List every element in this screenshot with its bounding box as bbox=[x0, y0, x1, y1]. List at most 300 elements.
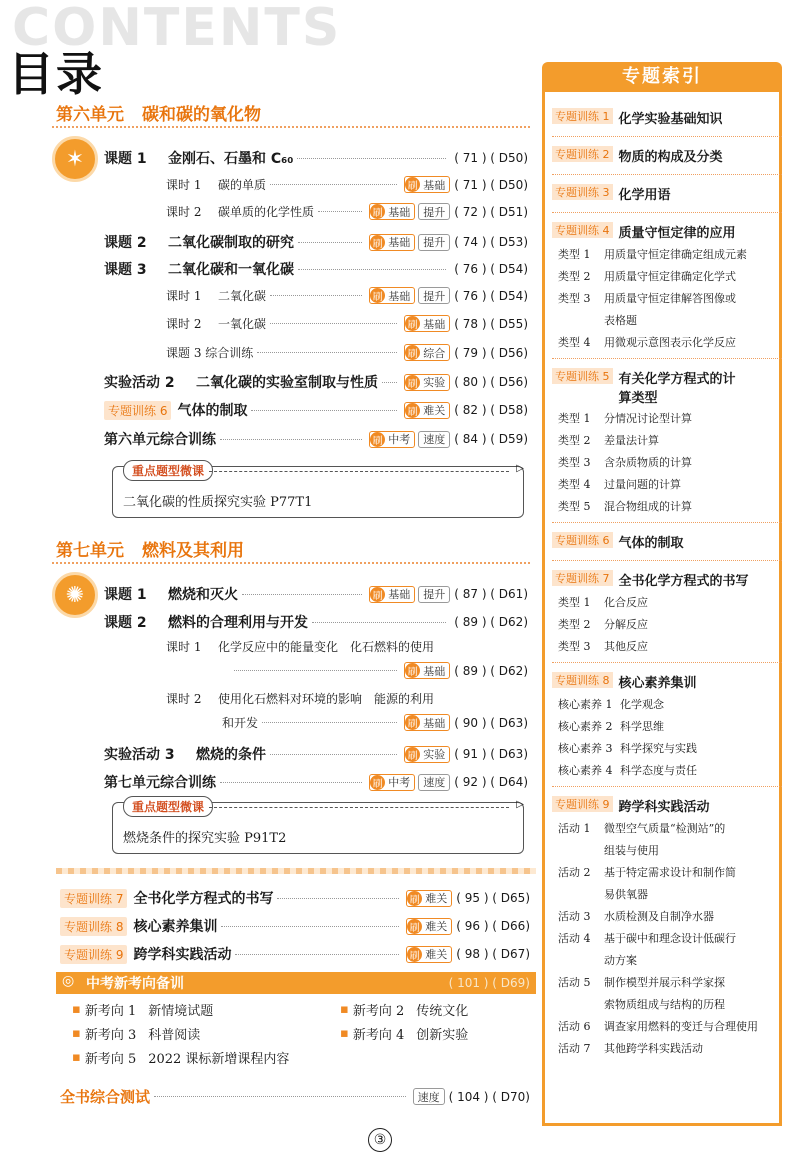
leader-dots bbox=[382, 382, 397, 383]
page-number: ③ bbox=[368, 1128, 392, 1152]
level-tag: 刷 基础 bbox=[369, 203, 415, 220]
index-item[interactable] bbox=[552, 108, 778, 127]
special-tag: 专题训练 7 bbox=[60, 889, 127, 908]
toc-row[interactable] bbox=[166, 287, 528, 304]
trend-key: 新考向 1 bbox=[84, 1004, 137, 1019]
sub-key bbox=[558, 842, 604, 858]
level-tag: 刷 基础 bbox=[404, 714, 450, 731]
toc-row[interactable] bbox=[166, 176, 528, 193]
leader-dots bbox=[234, 670, 397, 671]
shua-icon: 刷 bbox=[405, 663, 420, 678]
row-label: 课时 2 bbox=[166, 205, 202, 219]
index-sub-item bbox=[558, 1040, 778, 1056]
index-item[interactable] bbox=[552, 222, 778, 241]
leader-dots bbox=[251, 410, 397, 411]
index-name: 有关化学方程式的计 bbox=[618, 372, 736, 387]
row-name: 燃烧和灭火 bbox=[168, 587, 238, 603]
special-tag: 专题训练 1 bbox=[552, 108, 613, 124]
row-name: 二氧化碳的实验室制取与性质 bbox=[196, 375, 378, 391]
sub-key: 活动 6 bbox=[558, 1020, 591, 1033]
sub-value: 科学态度与责任 bbox=[620, 764, 697, 777]
page-ref: ( 101 ) ( D69) bbox=[448, 976, 530, 990]
sub-value: 差量法计算 bbox=[604, 434, 659, 447]
trend-key: 新考向 3 bbox=[84, 1028, 137, 1043]
background-word: CONTENTS bbox=[12, 0, 342, 58]
sub-value: 分解反应 bbox=[604, 618, 648, 631]
index-sub-item bbox=[558, 410, 778, 426]
page-ref: ( 87 ) ( D61) bbox=[454, 587, 528, 601]
leader-dots bbox=[270, 295, 362, 296]
leader-dots bbox=[298, 242, 362, 243]
bullet-icon: ▪ bbox=[72, 1026, 81, 1041]
sub-value: 组装与使用 bbox=[604, 844, 659, 857]
index-divider bbox=[552, 136, 782, 137]
target-icon: ◎ bbox=[62, 973, 75, 989]
index-sub-item bbox=[558, 290, 778, 306]
unit-heading bbox=[52, 98, 530, 128]
toc-row[interactable] bbox=[166, 344, 528, 361]
sub-key bbox=[558, 312, 604, 328]
row-name: 二氧化碳制取的研究 bbox=[168, 235, 294, 251]
sub-key: 活动 7 bbox=[558, 1042, 591, 1055]
leader-dots bbox=[235, 954, 399, 955]
level-tag: 刷 基础 bbox=[404, 315, 450, 332]
index-sub-item bbox=[558, 842, 778, 858]
unit-heading bbox=[52, 534, 530, 564]
index-sub-item bbox=[558, 312, 778, 328]
page-ref: ( 89 ) ( D62) bbox=[454, 615, 528, 629]
sub-key: 类型 3 bbox=[558, 292, 591, 305]
sub-value: 制作模型并展示科学家探 bbox=[604, 976, 725, 989]
row-name: 使用化石燃料对环境的影响 能源的利用 bbox=[218, 692, 435, 706]
index-item[interactable] bbox=[552, 796, 778, 815]
sub-value: 混合物组成的计算 bbox=[604, 500, 692, 513]
index-name: 全书化学方程式的书写 bbox=[618, 574, 749, 589]
index-divider bbox=[552, 662, 782, 663]
toc-row[interactable] bbox=[60, 916, 530, 936]
page-ref: ( 71 ) ( D50) bbox=[454, 151, 528, 165]
row-name: 全书化学方程式的书写 bbox=[133, 891, 274, 907]
level-tag: 刷 难关 bbox=[404, 402, 450, 419]
level-tag: 提升 bbox=[418, 234, 450, 251]
trend-key: 新考向 4 bbox=[352, 1028, 405, 1043]
row-name: 气体的制取 bbox=[177, 403, 248, 419]
index-sub-item bbox=[558, 498, 778, 514]
leader-dots bbox=[312, 622, 446, 623]
sub-value: 表格题 bbox=[604, 314, 637, 327]
dashed-line bbox=[209, 807, 509, 808]
shua-icon: 刷 bbox=[370, 288, 385, 303]
level-tag: 刷 基础 bbox=[404, 176, 450, 193]
toc-row[interactable] bbox=[60, 1086, 530, 1107]
level-tag: 速度 bbox=[413, 1088, 445, 1105]
page-title: 目录 bbox=[8, 47, 104, 101]
row-label: 实验活动 2 bbox=[104, 375, 175, 391]
index-sub-item bbox=[558, 476, 778, 492]
row-label: 课题 2 bbox=[104, 615, 147, 631]
row-name: 核心素养集训 bbox=[133, 919, 218, 935]
row-label: 课题 3 bbox=[104, 262, 147, 278]
index-name-wrap bbox=[619, 570, 749, 589]
shua-icon: 刷 bbox=[405, 403, 420, 418]
leader-dots bbox=[270, 184, 397, 185]
toc-row[interactable] bbox=[166, 714, 528, 731]
leader-dots bbox=[242, 594, 362, 595]
index-sub-item bbox=[558, 762, 778, 778]
micro-lesson-heading: 重点题型微课 bbox=[123, 460, 213, 481]
bullet-icon: ▪ bbox=[340, 1026, 349, 1041]
page-ref: ( 78 ) ( D55) bbox=[454, 316, 528, 331]
exam-section-title: 中考新考向备训 bbox=[86, 976, 184, 992]
sub-value: 调查家用燃料的变迁与合理使用 bbox=[604, 1020, 758, 1033]
arrow-icon: ▷ bbox=[516, 463, 524, 474]
index-name: 气体的制取 bbox=[618, 536, 684, 551]
sub-value: 科学思维 bbox=[620, 720, 664, 733]
shua-icon: 刷 bbox=[407, 919, 422, 934]
page-ref: ( 91 ) ( D63) bbox=[454, 747, 528, 761]
row-name: 化学反应中的能量变化 化石燃料的使用 bbox=[218, 640, 435, 654]
level-tag: 刷 基础 bbox=[404, 662, 450, 679]
special-tag: 专题训练 9 bbox=[552, 796, 613, 812]
unit-number: 第六单元 bbox=[56, 104, 124, 125]
page-ref: ( 89 ) ( D62) bbox=[454, 663, 528, 678]
page-ref: ( 82 ) ( D58) bbox=[454, 403, 528, 417]
toc-row[interactable] bbox=[60, 888, 530, 908]
index-sub-item bbox=[558, 638, 778, 654]
index-sub-item bbox=[558, 696, 778, 712]
index-sub-item bbox=[558, 996, 778, 1012]
leader-dots bbox=[270, 323, 397, 324]
index-name-wrap bbox=[619, 146, 723, 165]
micro-lesson-heading: 重点题型微课 bbox=[123, 796, 213, 817]
level-tag: 刷 综合 bbox=[404, 344, 450, 361]
page-ref: ( 80 ) ( D56) bbox=[454, 375, 528, 389]
row-name: 和开发 bbox=[222, 716, 259, 730]
special-tag: 专题训练 3 bbox=[552, 184, 613, 200]
leader-dots bbox=[270, 754, 397, 755]
row-name: 燃料的合理利用与开发 bbox=[168, 615, 308, 631]
level-tag: 刷 实验 bbox=[404, 746, 450, 763]
sub-key: 活动 1 bbox=[558, 822, 591, 835]
bullet-icon: ▪ bbox=[340, 1002, 349, 1017]
shua-icon: 刷 bbox=[370, 432, 385, 447]
index-sub-item bbox=[558, 432, 778, 448]
index-sub-item bbox=[558, 952, 778, 968]
sub-value: 化合反应 bbox=[604, 596, 648, 609]
sub-value: 易供氧器 bbox=[604, 888, 648, 901]
index-name-wrap bbox=[619, 672, 697, 691]
sub-key: 活动 2 bbox=[558, 866, 591, 879]
special-tag: 专题训练 6 bbox=[552, 532, 613, 548]
micro-lesson-text: 二氧化碳的性质探究实验 P77T1 bbox=[123, 495, 313, 510]
exam-trend-item[interactable] bbox=[340, 1024, 468, 1043]
level-tag: 刷 实验 bbox=[404, 374, 450, 391]
row-name: 全书综合测试 bbox=[60, 1088, 151, 1106]
row-label: 课时 2 bbox=[166, 317, 202, 331]
row-name: 金刚石、石墨和 C₆₀ bbox=[168, 151, 294, 167]
index-sub-item bbox=[558, 616, 778, 632]
toc-row[interactable] bbox=[104, 772, 528, 792]
special-tag: 专题训练 7 bbox=[552, 570, 613, 586]
toc-row[interactable] bbox=[104, 612, 528, 632]
exam-trend-item[interactable] bbox=[72, 1024, 200, 1043]
toc-row[interactable] bbox=[104, 744, 528, 764]
page-ref: ( 76 ) ( D54) bbox=[454, 262, 528, 276]
index-title: 专题索引 bbox=[542, 62, 782, 92]
shua-icon: 刷 bbox=[407, 891, 422, 906]
index-divider bbox=[552, 358, 782, 359]
level-tag: 刷 中考 bbox=[369, 431, 415, 448]
leader-dots bbox=[298, 269, 446, 270]
trend-value: 2022 课标新增课程内容 bbox=[148, 1052, 290, 1067]
special-tag: 专题训练 8 bbox=[60, 917, 127, 936]
toc-row[interactable] bbox=[166, 638, 528, 655]
row-label: 课时 2 bbox=[166, 692, 202, 706]
toc-row[interactable] bbox=[60, 944, 530, 964]
sub-value: 其他跨学科实践活动 bbox=[604, 1042, 703, 1055]
sub-value: 用质量守恒定律解答图像或 bbox=[604, 292, 736, 305]
level-tag: 刷 难关 bbox=[406, 918, 452, 935]
level-tag: 提升 bbox=[418, 203, 450, 220]
index-sub-item bbox=[558, 268, 778, 284]
sub-key: 活动 4 bbox=[558, 932, 591, 945]
sub-key: 活动 3 bbox=[558, 910, 591, 923]
micro-lesson-box[interactable] bbox=[112, 463, 524, 518]
index-name-wrap bbox=[619, 222, 736, 241]
row-name: 一氧化碳 bbox=[218, 317, 267, 331]
page-ref: ( 84 ) ( D59) bbox=[454, 432, 528, 446]
special-tag: 专题训练 5 bbox=[552, 368, 613, 384]
shua-icon: 刷 bbox=[405, 747, 420, 762]
page-ref: ( 90 ) ( D63) bbox=[454, 715, 528, 730]
sub-value: 水质检测及自制净水器 bbox=[604, 910, 714, 923]
dashed-line bbox=[209, 471, 509, 472]
shua-icon: 刷 bbox=[370, 204, 385, 219]
page-ref: ( 95 ) ( D65) bbox=[456, 891, 530, 905]
row-label: 实验活动 3 bbox=[104, 747, 175, 763]
page-ref: ( 98 ) ( D67) bbox=[456, 947, 530, 961]
page-ref: ( 79 ) ( D56) bbox=[454, 345, 528, 360]
row-name: 燃烧的条件 bbox=[196, 747, 266, 763]
sub-key: 类型 2 bbox=[558, 434, 591, 447]
index-sub-item bbox=[558, 820, 778, 836]
shua-icon: 刷 bbox=[370, 235, 385, 250]
telescope-icon: ✶ bbox=[52, 136, 98, 182]
row-label: 课时 1 bbox=[166, 640, 202, 654]
sub-key: 核心素养 4 bbox=[558, 764, 613, 777]
row-label: 课题 1 bbox=[104, 587, 147, 603]
index-sub-item bbox=[558, 974, 778, 990]
level-tag: 刷 基础 bbox=[369, 234, 415, 251]
sub-key: 类型 2 bbox=[558, 618, 591, 631]
row-name: 课题 3 综合训练 bbox=[166, 346, 254, 360]
sub-value: 动方案 bbox=[604, 954, 637, 967]
index-sub-item bbox=[558, 718, 778, 734]
unit-title: 燃料及其利用 bbox=[142, 540, 244, 561]
leader-dots bbox=[154, 1096, 406, 1097]
shua-icon: 刷 bbox=[407, 947, 422, 962]
row-label: 课时 1 bbox=[166, 178, 202, 192]
toc-row[interactable] bbox=[166, 662, 528, 679]
page-ref: ( 76 ) ( D54) bbox=[454, 288, 528, 303]
divider bbox=[56, 868, 536, 874]
leader-dots bbox=[220, 782, 362, 783]
row-name: 二氧化碳和一氧化碳 bbox=[168, 262, 294, 278]
sub-key: 类型 1 bbox=[558, 596, 591, 609]
sub-key bbox=[558, 886, 604, 902]
sub-key: 类型 1 bbox=[558, 248, 591, 261]
exam-trend-item[interactable] bbox=[72, 1048, 289, 1067]
index-sub-item bbox=[558, 908, 778, 924]
index-divider bbox=[552, 212, 782, 213]
sub-key: 类型 1 bbox=[558, 412, 591, 425]
sub-value: 基于碳中和理念设计低碳行 bbox=[604, 932, 736, 945]
sub-value: 科学探究与实践 bbox=[620, 742, 697, 755]
exam-trend-item[interactable] bbox=[340, 1000, 468, 1019]
index-sub-item bbox=[558, 454, 778, 470]
sub-key: 核心素养 3 bbox=[558, 742, 613, 755]
shua-icon: 刷 bbox=[370, 587, 385, 602]
page-ref: ( 71 ) ( D50) bbox=[454, 177, 528, 192]
unit-number: 第七单元 bbox=[56, 540, 124, 561]
shua-icon: 刷 bbox=[405, 715, 420, 730]
sub-value: 过量问题的计算 bbox=[604, 478, 681, 491]
index-name: 化学实验基础知识 bbox=[618, 112, 723, 127]
index-name-cont: 算类型 bbox=[618, 391, 658, 406]
shua-icon: 刷 bbox=[405, 316, 420, 331]
index-item[interactable] bbox=[552, 570, 778, 589]
toc-row[interactable] bbox=[104, 232, 528, 252]
leader-dots bbox=[262, 722, 397, 723]
index-sub-item bbox=[558, 246, 778, 262]
sub-value: 索物质组成与结构的历程 bbox=[604, 998, 725, 1011]
sub-value: 用质量守恒定律确定组成元素 bbox=[604, 248, 747, 261]
sub-key bbox=[558, 996, 604, 1012]
exam-trend-item[interactable] bbox=[72, 1000, 213, 1019]
sub-key: 类型 5 bbox=[558, 500, 591, 513]
award-icon: ✺ bbox=[52, 572, 98, 618]
index-divider bbox=[552, 560, 782, 561]
toc-row[interactable] bbox=[104, 429, 528, 449]
trend-key: 新考向 2 bbox=[352, 1004, 405, 1019]
row-label: 课题 1 bbox=[104, 151, 147, 167]
sub-key bbox=[558, 952, 604, 968]
shua-icon: 刷 bbox=[370, 775, 385, 790]
index-divider bbox=[552, 522, 782, 523]
trend-value: 科普阅读 bbox=[148, 1028, 201, 1043]
sub-value: 含杂质物质的计算 bbox=[604, 456, 692, 469]
sub-value: 用微观示意图表示化学反应 bbox=[604, 336, 736, 349]
trend-key: 新考向 5 bbox=[84, 1052, 137, 1067]
index-divider bbox=[552, 174, 782, 175]
special-tag: 专题训练 4 bbox=[552, 222, 613, 238]
row-label: 课题 2 bbox=[104, 235, 147, 251]
sub-key: 类型 3 bbox=[558, 456, 591, 469]
special-tag: 专题训练 2 bbox=[552, 146, 613, 162]
arrow-icon: ▷ bbox=[516, 799, 524, 810]
page-ref: ( 74 ) ( D53) bbox=[454, 235, 528, 249]
index-sub-item bbox=[558, 864, 778, 880]
bullet-icon: ▪ bbox=[72, 1002, 81, 1017]
toc-row[interactable] bbox=[166, 315, 528, 332]
sub-key: 核心素养 2 bbox=[558, 720, 613, 733]
level-tag: 提升 bbox=[418, 586, 450, 603]
sub-key: 核心素养 1 bbox=[558, 698, 613, 711]
shua-icon: 刷 bbox=[405, 345, 420, 360]
toc-row[interactable] bbox=[104, 372, 528, 392]
index-item[interactable] bbox=[552, 532, 778, 551]
index-item[interactable] bbox=[552, 368, 778, 406]
shua-icon: 刷 bbox=[405, 375, 420, 390]
page-ref: ( 92 ) ( D64) bbox=[454, 775, 528, 789]
sub-key: 类型 2 bbox=[558, 270, 591, 283]
row-name: 跨学科实践活动 bbox=[133, 947, 232, 963]
index-sub-item bbox=[558, 886, 778, 902]
index-sub-item bbox=[558, 594, 778, 610]
index-name-wrap bbox=[619, 796, 710, 815]
special-tag: 专题训练 9 bbox=[60, 945, 127, 964]
toc-row[interactable] bbox=[166, 690, 528, 707]
index-item[interactable] bbox=[552, 184, 778, 203]
trend-value: 创新实验 bbox=[416, 1028, 469, 1043]
micro-lesson-box[interactable] bbox=[112, 799, 524, 854]
level-tag: 刷 基础 bbox=[369, 586, 415, 603]
leader-dots bbox=[297, 158, 446, 159]
sub-value: 化学观念 bbox=[620, 698, 664, 711]
index-name-wrap bbox=[619, 184, 671, 203]
special-tag: 专题训练 8 bbox=[552, 672, 613, 688]
toc-row[interactable] bbox=[104, 584, 528, 604]
level-tag: 速度 bbox=[418, 774, 450, 791]
index-item[interactable] bbox=[552, 672, 778, 691]
page-ref: ( 104 ) ( D70) bbox=[448, 1089, 530, 1104]
row-label: 课时 1 bbox=[166, 289, 202, 303]
row-name: 第七单元综合训练 bbox=[104, 775, 216, 791]
toc-row[interactable] bbox=[104, 148, 528, 168]
index-name: 物质的构成及分类 bbox=[618, 150, 723, 165]
row-name: 碳的单质 bbox=[218, 178, 267, 192]
sub-key: 活动 5 bbox=[558, 976, 591, 989]
toc-row[interactable] bbox=[104, 400, 528, 420]
index-item[interactable] bbox=[552, 146, 778, 165]
index-name: 跨学科实践活动 bbox=[618, 800, 710, 815]
sub-key: 类型 4 bbox=[558, 336, 591, 349]
index-name-wrap bbox=[619, 368, 736, 406]
index-name: 核心素养集训 bbox=[618, 676, 697, 691]
toc-row[interactable] bbox=[166, 203, 528, 220]
index-name-wrap bbox=[619, 108, 723, 127]
index-sub-item bbox=[558, 740, 778, 756]
index-sub-item bbox=[558, 930, 778, 946]
row-name: 二氧化碳 bbox=[218, 289, 267, 303]
page-ref: ( 96 ) ( D66) bbox=[456, 919, 530, 933]
leader-dots bbox=[257, 352, 397, 353]
toc-row[interactable] bbox=[104, 259, 528, 279]
exam-section-heading[interactable] bbox=[56, 972, 536, 994]
index-name: 化学用语 bbox=[618, 188, 671, 203]
sub-value: 微型空气质量“检测站”的 bbox=[604, 822, 726, 835]
level-tag: 速度 bbox=[418, 431, 450, 448]
level-tag: 刷 中考 bbox=[369, 774, 415, 791]
level-tag: 提升 bbox=[418, 287, 450, 304]
page-ref: ( 72 ) ( D51) bbox=[454, 204, 528, 219]
sub-value: 其他反应 bbox=[604, 640, 648, 653]
trend-value: 传统文化 bbox=[416, 1004, 469, 1019]
trend-value: 新情境试题 bbox=[148, 1004, 214, 1019]
row-name: 第六单元综合训练 bbox=[104, 432, 216, 448]
row-name: 碳单质的化学性质 bbox=[218, 205, 315, 219]
sub-value: 分情况讨论型计算 bbox=[604, 412, 692, 425]
